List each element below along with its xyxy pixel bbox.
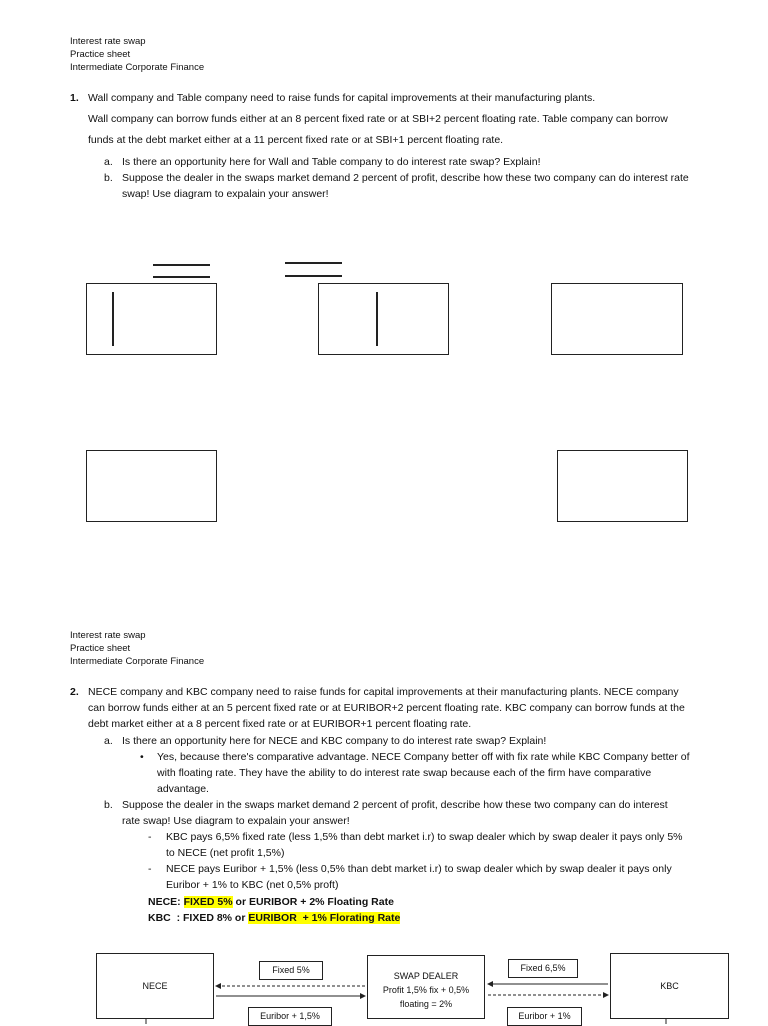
q2-line2: can borrow funds either at an 5 percent fixed rate or at EURIBOR+2 percent floating rate. KBC company can borrow funds at the	[88, 702, 685, 714]
kbc-label: KBC	[660, 981, 679, 991]
q1-a-label: a.	[104, 156, 113, 168]
header-course: Intermediate Corporate Finance	[70, 656, 205, 667]
dealer-title: SWAP DEALER	[393, 971, 459, 981]
q2-d1-line1: KBC pays 6,5% fixed rate (less 1,5% than debt market i.r) to swap dealer which by swap dealer it pays only 5%	[166, 831, 683, 843]
header-title: Interest rate swap	[70, 36, 146, 47]
header-subtitle: Practice sheet	[70, 49, 131, 60]
nece-rest: or EURIBOR + 2% Floating Rate	[232, 896, 394, 908]
q2-ans-line3: advantage.	[157, 783, 209, 795]
label-fixed-6-5: Fixed 6,5%	[508, 959, 578, 978]
q1-line3: funds at the debt market either at a 11 percent fixed rate or at SBI+1 percent floating rate.	[88, 134, 504, 146]
q2-d2-line1: NECE pays Euribor + 1,5% (less 0,5% than debt market i.r) to swap dealer which by swap dealer it pays only	[166, 863, 672, 875]
nece-label: NECE	[142, 981, 168, 991]
label-euribor-1: Euribor + 1%	[507, 1007, 582, 1026]
kbc-label: KBC : FIXED 8% or	[148, 912, 249, 924]
header-title: Interest rate swap	[70, 630, 146, 641]
header-subtitle: Practice sheet	[70, 643, 131, 654]
q2-d2-line2: Euribor + 1% to KBC (net 0,5% proft)	[166, 879, 339, 891]
q1-number: 1.	[70, 92, 79, 104]
q1-b-line2: swap! Use diagram to expalain your answer!	[122, 188, 329, 200]
nece-label: NECE:	[148, 896, 181, 908]
q1-line2: Wall company can borrow funds either at an 8 percent fixed rate or at SBI+2 percent floating rate. Table company can borrow	[88, 113, 668, 125]
q2-number: 2.	[70, 686, 79, 698]
label-fixed-5: Fixed 5%	[259, 961, 323, 980]
q1-line1: Wall company and Table company need to raise funds for capital improvements at their manufacturing plants.	[88, 92, 596, 104]
q2-ans-line1: Yes, because there's comparative advantage. NECE Company better off with fix rate while KBC Company better of	[157, 751, 690, 763]
bullet: •	[140, 751, 144, 763]
label-euribor-1-5: Euribor + 1,5%	[248, 1007, 332, 1026]
dealer-total: floating = 2%	[399, 999, 453, 1009]
q1-b-line1: Suppose the dealer in the swaps market demand 2 percent of profit, describe how these two company can do interest rate	[122, 172, 689, 184]
q1-b-label: b.	[104, 172, 113, 184]
dash: -	[148, 831, 152, 843]
q2-b-label: b.	[104, 799, 113, 811]
nece-fixed-highlight: FIXED 5%	[183, 896, 233, 908]
header-course: Intermediate Corporate Finance	[70, 62, 205, 73]
kbc-float-highlight: EURIBOR + 1% Florating Rate	[248, 912, 401, 924]
dash: -	[148, 863, 152, 875]
q2-d1-line2: to NECE (net profit 1,5%)	[166, 847, 285, 859]
q2-line3: debt market either at a 8 percent fixed rate or at EURIBOR+1 percent floating rate.	[88, 718, 472, 730]
q2-a-text: Is there an opportunity here for NECE and KBC company to do interest rate swap? Explain!	[122, 735, 547, 747]
q1-a-text: Is there an opportunity here for Wall and Table company to do interest rate swap? Explain!	[122, 156, 541, 168]
q2-a-label: a.	[104, 735, 113, 747]
dealer-profit: Profit 1,5% fix + 0,5%	[382, 985, 470, 995]
q2-b-line1: Suppose the dealer in the swaps market demand 2 percent of profit, describe how these two company can do interest	[122, 799, 668, 811]
q2-ans-line2: with floating rate. They have the ability to do interest rate swap because each of the firm have comparative	[157, 767, 652, 779]
q2-b-line2: rate swap! Use diagram to expalain your answer!	[122, 815, 350, 827]
q2-line1: NECE company and KBC company need to raise funds for capital improvements at their manufacturing plants. NECE company	[88, 686, 679, 698]
